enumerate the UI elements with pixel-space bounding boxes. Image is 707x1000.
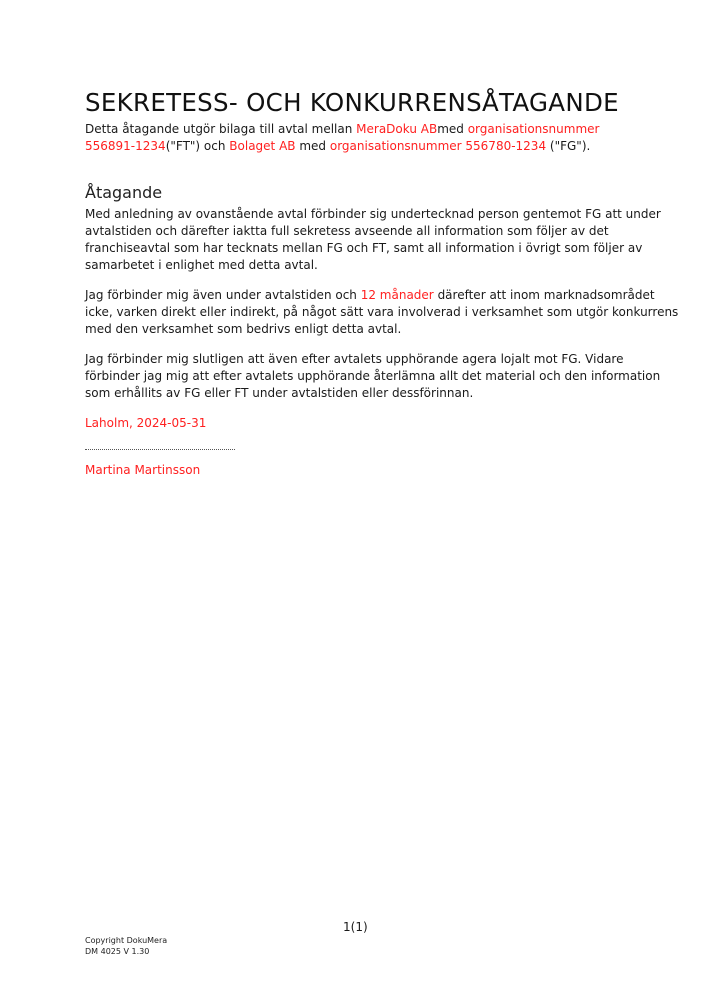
intro-line-2: [85, 138, 599, 155]
duration-field: 12 månader: [360, 288, 434, 302]
field-value: organisationsnummer: [467, 122, 600, 136]
footer: [85, 935, 167, 957]
text: Jag förbinder mig även under avtalstiden och: [85, 288, 361, 302]
text: ("FT") och: [165, 139, 230, 153]
field-value: organisationsnummer 556780-1234: [329, 139, 547, 153]
field-value: MeraDoku AB: [356, 122, 438, 136]
field-value: Bolaget AB: [229, 139, 296, 153]
text-line: Jag förbinder mig slutligen att även efter avtalets upphörande agera lojalt mot FG. Vidare: [85, 352, 624, 366]
field-value: 556891-1234: [85, 139, 166, 153]
text-line: avtalstiden och därefter iaktta full sekretess avseende all information som följer av det: [85, 224, 609, 238]
paragraph-competition: [85, 287, 678, 338]
text-line: med den verksamhet som bedrivs enligt detta avtal.: [85, 322, 402, 336]
paragraph-loyalty: [85, 351, 660, 402]
page-number: 1(1): [343, 920, 368, 934]
intro-line-1: [85, 121, 599, 138]
text: Detta åtagande utgör bilaga till avtal mellan: [85, 122, 357, 136]
intro-paragraph: [85, 121, 599, 155]
text-line: som erhållits av FG eller FT under avtalstiden eller dessförinnan.: [85, 386, 474, 400]
signer-name: Martina Martinsson: [85, 463, 201, 477]
document-title: SEKRETESS- OCH KONKURRENSÅTAGANDE: [85, 88, 619, 117]
text-line: icke, varken direkt eller indirekt, på något sätt vara involverad i verksamhet som utgör konkurrens: [85, 305, 679, 319]
paragraph-confidentiality: [85, 206, 661, 274]
text-line: franchiseavtal som har tecknats mellan FG och FT, samt all information i övrigt som följer av: [85, 241, 643, 255]
text: därefter att inom marknadsområdet: [433, 288, 655, 302]
text: med: [437, 122, 468, 136]
text-line: Med anledning av ovanstående avtal förbinder sig undertecknad person gentemot FG att under: [85, 207, 661, 221]
text-line: [85, 287, 678, 304]
footer-copyright: Copyright DokuMera: [85, 936, 168, 945]
text: ("FG").: [546, 139, 591, 153]
footer-version: DM 4025 V 1.30: [85, 947, 150, 956]
signature-line: [85, 449, 235, 450]
text-line: förbinder jag mig att efter avtalets upphörande återlämna allt det material och den information: [85, 369, 661, 383]
section-heading: Åtagande: [85, 183, 163, 202]
place-date: Laholm, 2024-05-31: [85, 416, 207, 430]
text-line: samarbetet i enlighet med detta avtal.: [85, 258, 318, 272]
text: med: [295, 139, 330, 153]
